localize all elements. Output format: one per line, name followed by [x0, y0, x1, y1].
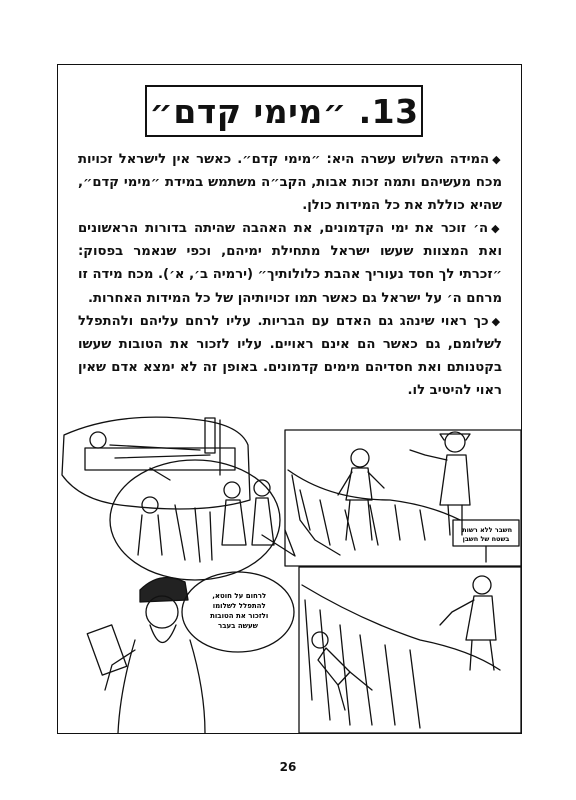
diamond-bullet-icon: ◆: [491, 222, 502, 236]
sign-caption-line: חשבר ללא רשות: [462, 526, 513, 534]
paragraph-1: [78, 148, 502, 217]
body-text: [78, 148, 502, 402]
rabbi-caption-line: להתפלל לשלומו: [212, 602, 266, 610]
paragraph-text: המידה השלוש עשרה היא: ״מימי קדם״. כאשר אין לישראל זכויות מכח מעשיהם ותמה זכות אבות, הקב״ה משתמש במידת ״מימי קדם״, שהיא כוללת את כל המידות כולן.: [78, 152, 502, 214]
sign-caption-line: בשטח של חשבן: [462, 535, 510, 543]
rabbi-caption-line: ולזכור את הטובות: [210, 612, 269, 620]
diamond-bullet-icon: ◆: [491, 314, 502, 328]
paragraph-text: כך ראוי שינהג גם האדם עם הבריות. עליו לרחם עליהם ולהתפלל לשלומם, גם כאשר הם אינם ראויים. עליו לזכור את הטובות שעשו בקטנותם ואת חסדיהם מימים קדמונים. באופן זה לא ימצא אדם שאין ראוי להיטיב לו.: [78, 313, 502, 398]
diamond-bullet-icon: ◆: [492, 153, 502, 166]
paragraph-text: ה׳ זוכר את ימי הקדמונים, את האהבה שהיתה בדורות הראשונים ואת המצוות שעשו ישראל מתחילת ימיהם, וכפי שנאמר בפסוק: ״זכרתי לך חסד נעוריך אהבת כלולותיך״ (ירמיה ב׳, א׳). מכח מידה זו מרחם ה׳ על ישראל גם כאשר תמו זכויותיהן של כל המידות האחרות.: [78, 221, 502, 306]
chapter-title: 13. ״מימי קדם״: [149, 91, 419, 131]
paragraph-2: [78, 217, 502, 309]
title-box: [145, 85, 423, 137]
page-number: 26: [279, 760, 297, 774]
paragraph-3: [78, 310, 502, 402]
rabbi-caption-line: לרחום על חוטא,: [212, 592, 267, 600]
rabbi-caption-line: שעשה בעבר: [218, 622, 258, 630]
